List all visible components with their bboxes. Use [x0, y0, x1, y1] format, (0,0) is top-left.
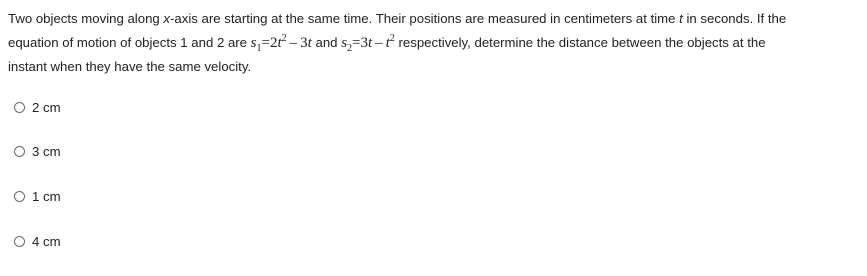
answer-option-4[interactable]	[14, 231, 61, 251]
equation-subscript: 1	[256, 43, 262, 54]
question-text	[8, 7, 858, 79]
equation-var: t	[277, 35, 282, 51]
equation-var: s	[250, 35, 257, 51]
question-text-segment: Two objects moving along	[8, 11, 164, 26]
equation-part: – 3	[286, 35, 308, 51]
variable-x: x	[163, 11, 170, 26]
question-line-1	[8, 7, 858, 31]
equation-var: t	[307, 35, 312, 51]
answer-options	[14, 97, 61, 276]
equation-part: =3	[352, 35, 368, 51]
question-text-segment: in seconds. If the	[682, 11, 787, 26]
question-text-segment: equation of motion of objects 1 and 2 are	[8, 35, 251, 50]
radio-button[interactable]	[14, 146, 25, 157]
equation-var: t	[368, 35, 373, 51]
equation-object-2	[341, 33, 395, 54]
equation-var: s	[341, 35, 348, 51]
answer-option-label: 2 cm	[32, 99, 61, 115]
equation-exponent: 2	[389, 33, 395, 44]
radio-button[interactable]	[14, 102, 25, 113]
equation-part: =2	[261, 35, 278, 51]
answer-option-label: 3 cm	[32, 144, 61, 160]
equation-var: t	[385, 35, 390, 51]
answer-option-3[interactable]	[14, 186, 61, 206]
radio-button[interactable]	[14, 191, 25, 202]
radio-button[interactable]	[14, 236, 25, 247]
equation-object-1	[250, 33, 312, 54]
question-text-segment: and	[311, 35, 342, 50]
equation-part: –	[372, 35, 386, 51]
question-line-2	[8, 31, 858, 55]
answer-option-label: 4 cm	[32, 233, 61, 249]
equation-subscript: 2	[347, 43, 353, 54]
variable-t: t	[679, 11, 683, 26]
equation-exponent: 2	[281, 33, 287, 44]
question-text-segment: respectively, determine the distance between the objects at the	[394, 35, 766, 50]
answer-option-1[interactable]	[14, 97, 61, 117]
answer-option-label: 1 cm	[32, 188, 61, 204]
question-line-3: instant when they have the same velocity.	[8, 59, 252, 74]
answer-option-2[interactable]	[14, 142, 61, 162]
question-text-segment: -axis are starting at the same time. Their positions are measured in centimeters at time	[170, 11, 680, 26]
